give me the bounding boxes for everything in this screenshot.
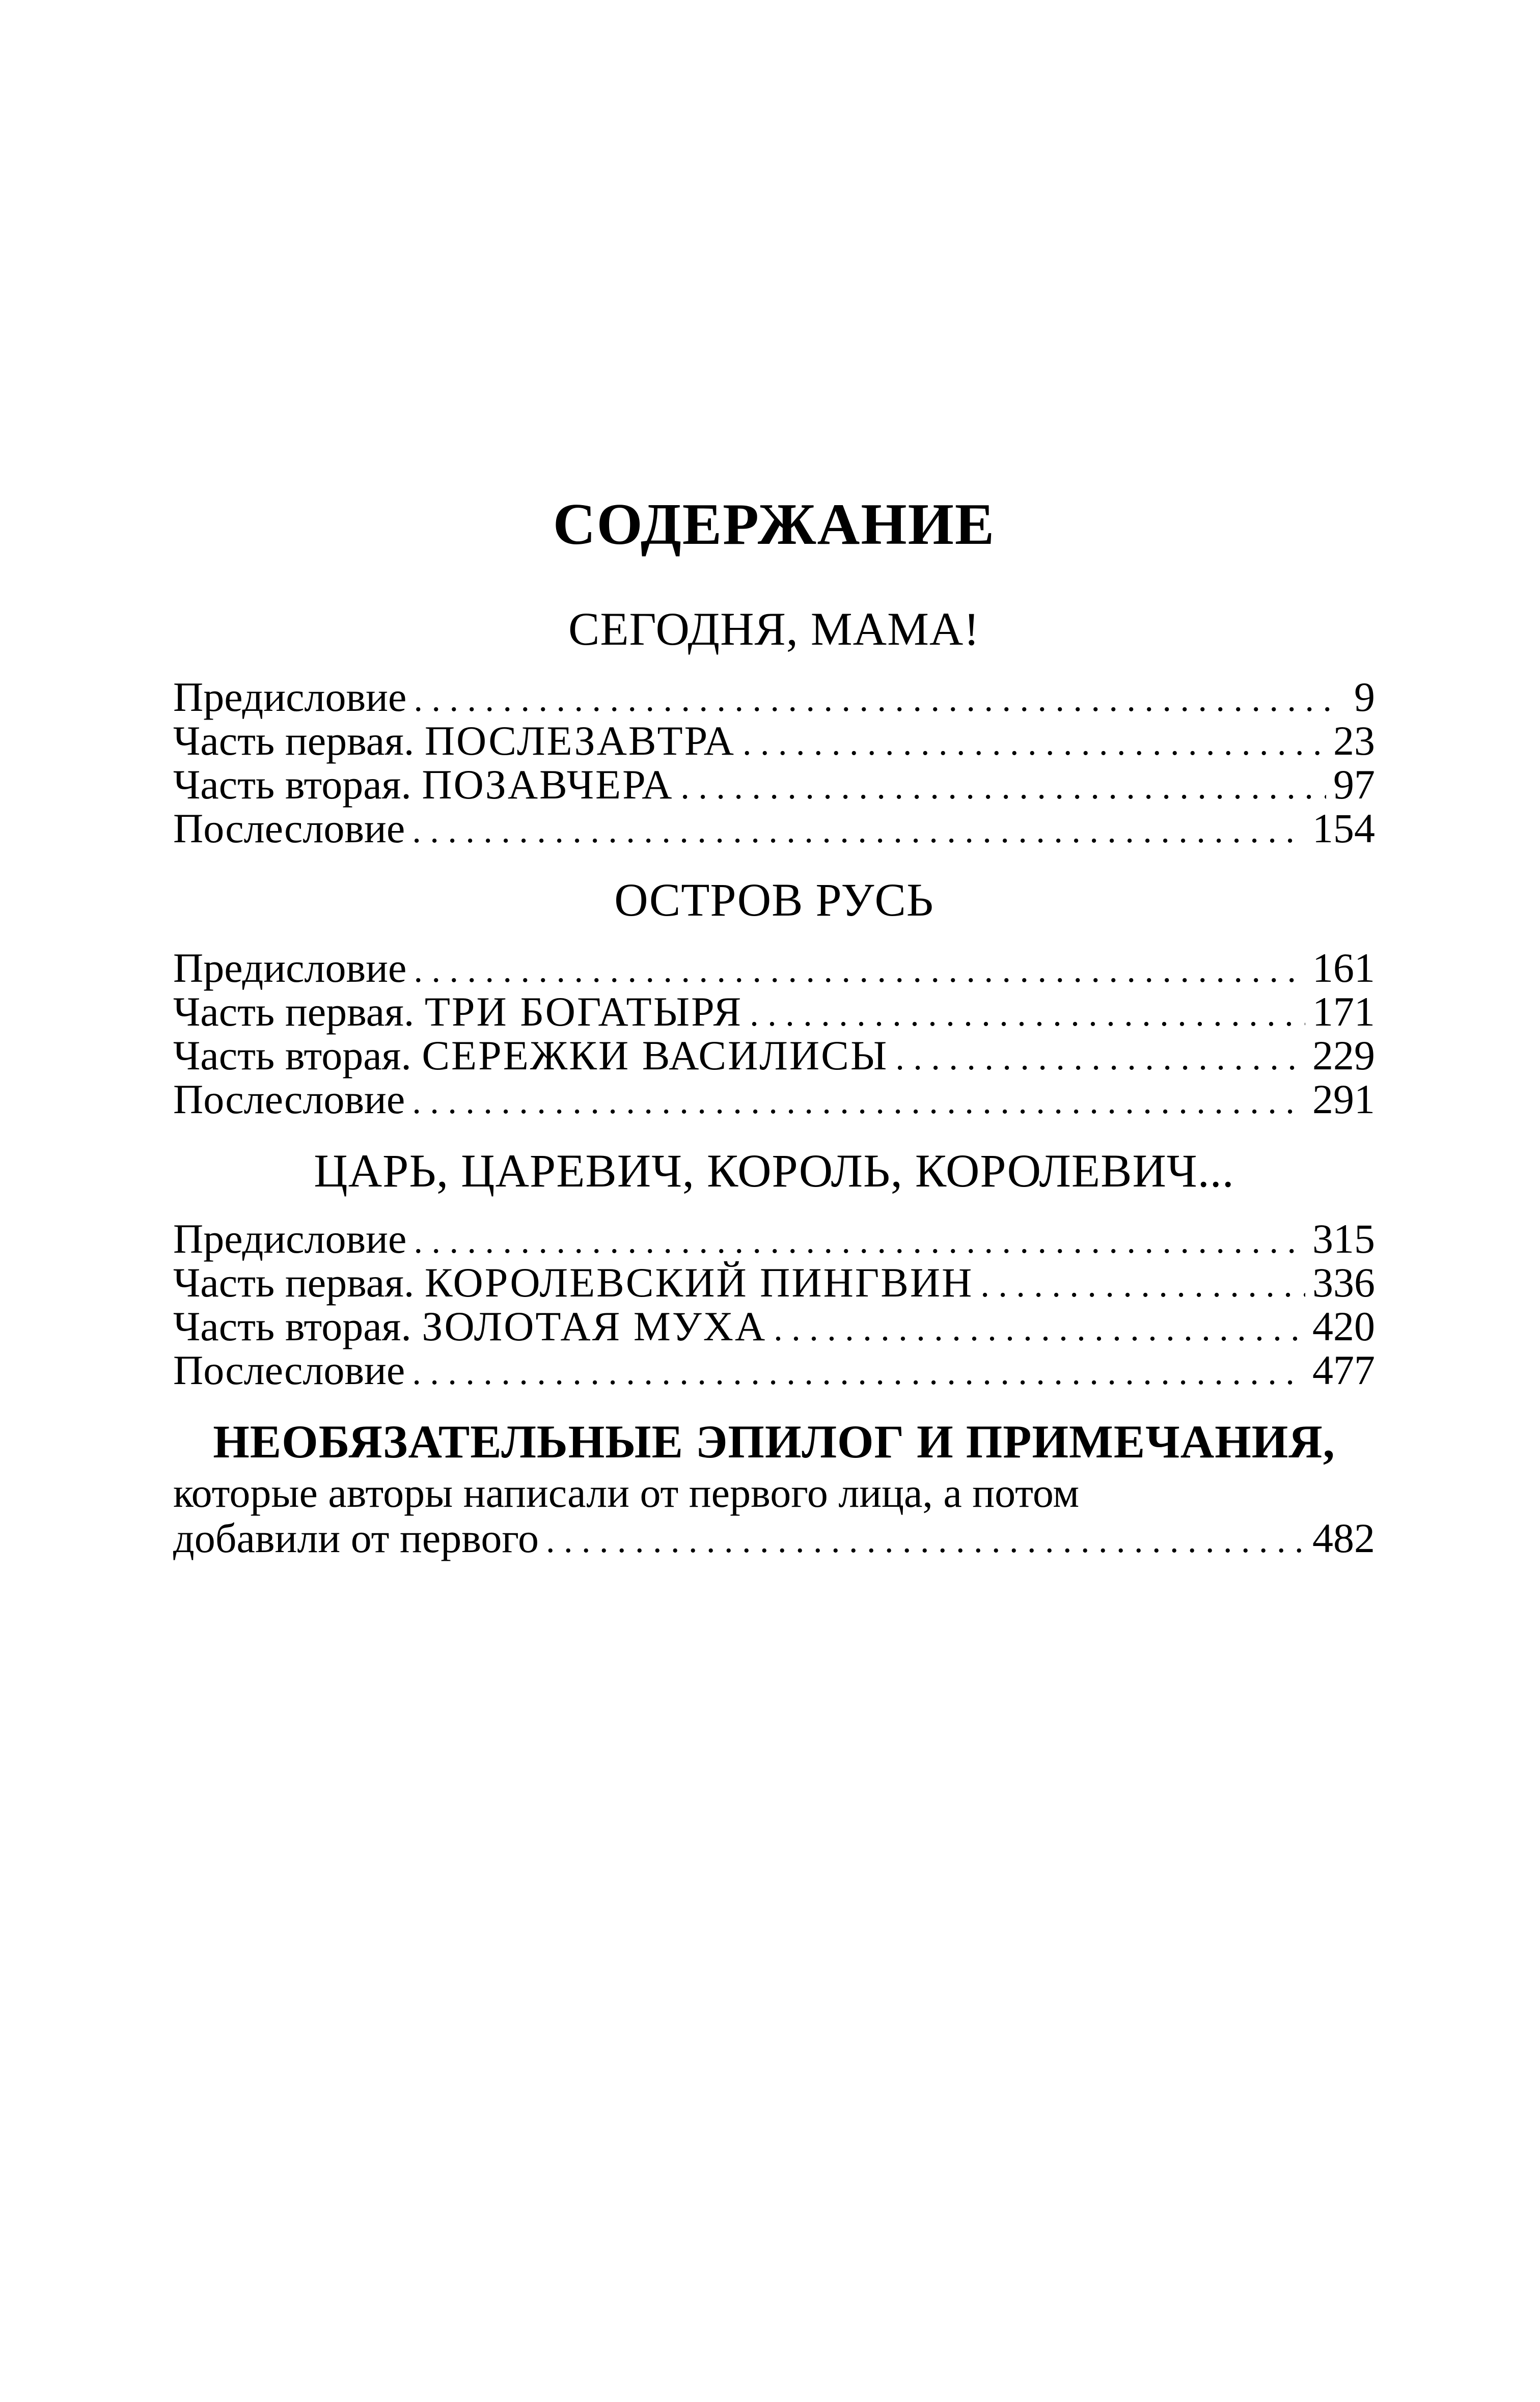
dot-leader <box>743 722 1326 765</box>
entry-page-number: 420 <box>1312 1303 1375 1349</box>
dot-leader <box>895 1036 1305 1080</box>
entry-label: Предисловие <box>173 674 407 720</box>
part-title: КОРОЛЕВСКИЙ ПИНГВИН <box>424 1259 974 1306</box>
toc-entry <box>173 1516 1375 1560</box>
dot-leader <box>750 992 1305 1036</box>
entry-label: Послесловие <box>173 1076 405 1122</box>
toc-section <box>173 1143 1375 1392</box>
toc-section <box>173 872 1375 1121</box>
part-title: ПОСЛЕЗАВТРА <box>424 717 735 764</box>
entry-label: Предисловие <box>173 945 407 991</box>
toc-entry <box>173 1078 1375 1121</box>
entry-page-number: 229 <box>1312 1032 1375 1079</box>
entry-label: добавили от первого <box>173 1515 539 1561</box>
toc-entry <box>173 1305 1375 1348</box>
entry-label: Часть вторая. ПОЗАВЧЕРА <box>173 761 674 808</box>
entry-page-number: 23 <box>1333 717 1375 764</box>
entry-page-number: 9 <box>1354 674 1375 720</box>
entry-page-number: 482 <box>1312 1515 1375 1561</box>
toc-entry <box>173 946 1375 990</box>
toc-entry <box>173 763 1375 807</box>
toc-entry <box>173 719 1375 763</box>
entry-label: Послесловие <box>173 1347 405 1393</box>
toc-entry <box>173 1217 1375 1261</box>
entry-page-number: 97 <box>1333 761 1375 808</box>
entry-page-number: 291 <box>1312 1076 1375 1122</box>
entry-page-number: 315 <box>1312 1216 1375 1262</box>
entry-page-number: 171 <box>1312 988 1375 1035</box>
part-title: СЕРЕЖКИ ВАСИЛИСЫ <box>422 1032 889 1079</box>
dot-leader <box>412 1351 1305 1395</box>
section-heading: ОСТРОВ РУСЬ <box>614 874 934 926</box>
toc-entry <box>173 1034 1375 1078</box>
part-title: ТРИ БОГАТЫРЯ <box>424 988 743 1035</box>
epilogue-section <box>173 1414 1375 1560</box>
entry-label: Часть вторая. СЕРЕЖКИ ВАСИЛИСЫ <box>173 1032 889 1079</box>
section-heading: ЦАРЬ, ЦАРЕВИЧ, КОРОЛЬ, КОРОЛЕВИЧ... <box>314 1145 1234 1197</box>
section-heading: СЕГОДНЯ, МАМА! <box>568 603 980 655</box>
dot-leader <box>414 949 1305 992</box>
toc-entry <box>173 1348 1375 1392</box>
epilogue-heading: НЕОБЯЗАТЕЛЬНЫЕ ЭПИЛОГ И ПРИМЕЧАНИЯ, <box>213 1416 1335 1468</box>
entry-label: Часть первая. ПОСЛЕЗАВТРА <box>173 717 735 764</box>
part-title: ЗОЛОТАЯ МУХА <box>422 1303 767 1349</box>
toc-entry <box>173 675 1375 719</box>
dot-leader <box>980 1263 1305 1307</box>
entry-page-number: 154 <box>1312 805 1375 851</box>
entry-label: Часть первая. ТРИ БОГАТЫРЯ <box>173 988 743 1035</box>
entry-page-number: 477 <box>1312 1347 1375 1393</box>
toc-entry <box>173 990 1375 1034</box>
entry-label: Часть первая. КОРОЛЕВСКИЙ ПИНГВИН <box>173 1259 974 1306</box>
toc-entry <box>173 807 1375 850</box>
entry-label: Предисловие <box>173 1216 407 1262</box>
dot-leader <box>412 1080 1305 1124</box>
dot-leader <box>680 765 1326 809</box>
entry-page-number: 336 <box>1312 1259 1375 1306</box>
toc-entry <box>173 1261 1375 1305</box>
dot-leader <box>414 678 1332 722</box>
dot-leader <box>412 809 1305 853</box>
entry-label: Часть вторая. ЗОЛОТАЯ МУХА <box>173 1303 767 1349</box>
dot-leader <box>414 1220 1305 1263</box>
entry-label: Послесловие <box>173 805 405 851</box>
entry-page-number: 161 <box>1312 945 1375 991</box>
part-title: ПОЗАВЧЕРА <box>422 761 674 808</box>
dot-leader <box>774 1307 1305 1351</box>
epilogue-subtitle-line: которые авторы написали от первого лица, а потом <box>173 1470 1080 1516</box>
toc-section <box>173 601 1375 850</box>
page-title: СОДЕРЖАНИЕ <box>553 492 996 557</box>
dot-leader <box>546 1519 1305 1563</box>
table-of-contents <box>173 489 1375 1560</box>
